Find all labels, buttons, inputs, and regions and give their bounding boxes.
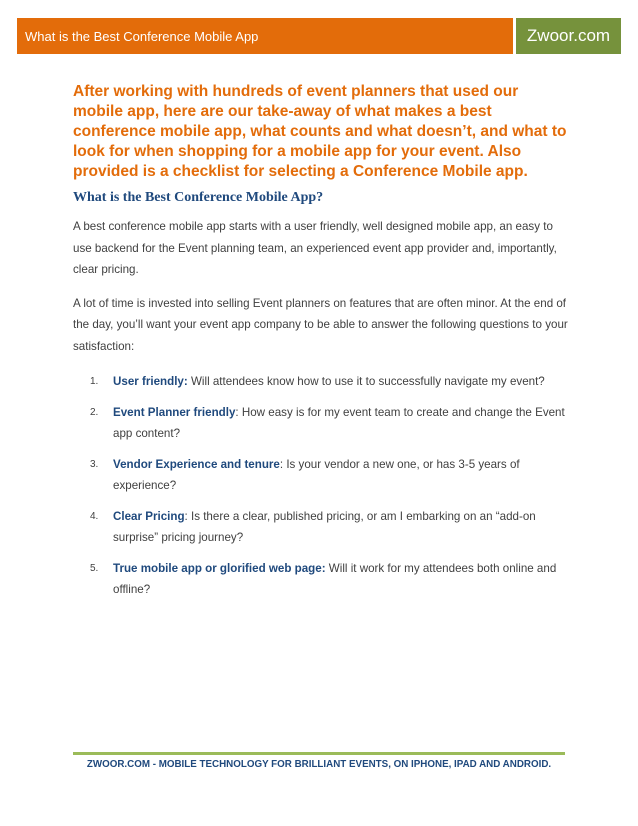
list-term: User friendly:	[113, 375, 188, 388]
footer-divider	[73, 752, 565, 755]
paragraph-2: A lot of time is invested into selling Event planners on features that are often minor. At the end of the day, you’ll want your event app company to be able to answer the following questions to your satisfaction:	[73, 296, 568, 353]
list-term: Clear Pricing	[113, 509, 185, 523]
list-item	[73, 371, 568, 393]
list-item-text	[113, 402, 568, 445]
header-brand: Zwoor.com	[513, 18, 621, 54]
intro-text: After working with hundreds of event planners that used our mobile app, here are our take-away of what makes a best conference mobile app, what counts and what doesn’t, and what to look for when shopping for a mobile app for your event. Also provided is a checklist for selecting a Conference Mobile app.	[73, 83, 567, 180]
document-body	[73, 82, 568, 610]
list-item-text	[113, 558, 568, 601]
list-item	[73, 558, 568, 601]
list-description: : How easy is for my event team to create and change the Event app content?	[113, 405, 565, 440]
list-term: Vendor Experience and tenure	[113, 457, 280, 471]
list-item-text	[113, 454, 568, 497]
list-number: 1.	[90, 376, 99, 387]
list-term: Event Planner friendly	[113, 405, 236, 419]
list-term: True mobile app or glorified web page:	[113, 561, 326, 575]
list-description: Will it work for my attendees both online and offline?	[113, 561, 557, 596]
page-header	[17, 18, 621, 54]
list-item	[73, 454, 568, 497]
section-heading: What is the Best Conference Mobile App?	[73, 190, 324, 205]
list-number: 3.	[90, 458, 99, 470]
list-item	[73, 402, 568, 445]
list-number: 4.	[90, 510, 99, 522]
list-item	[73, 506, 568, 549]
list-description: : Is your vendor a new one, or has 3-5 years of experience?	[113, 457, 520, 492]
list-item-text	[113, 371, 568, 393]
list-number: 2.	[90, 406, 99, 418]
list-description: : Is there a clear, published pricing, or am I embarking on an “add-on surprise” pricing journey?	[113, 509, 536, 544]
header-title: What is the Best Conference Mobile App	[17, 18, 513, 54]
paragraph-1: A best conference mobile app starts with a user friendly, well designed mobile app, an easy to use backend for the Event planning team, an experienced event app provider and, importantly, clear pricing.	[73, 220, 557, 276]
list-number: 5.	[90, 562, 99, 574]
list-description: Will attendees know how to use it to successfully navigate my event?	[187, 375, 545, 388]
list-item-text	[113, 506, 568, 549]
page-footer: ZWOOR.COM - MOBILE TECHNOLOGY FOR BRILLIANT EVENTS, ON IPHONE, IPAD AND ANDROID.	[86, 759, 552, 770]
checklist	[73, 371, 568, 601]
